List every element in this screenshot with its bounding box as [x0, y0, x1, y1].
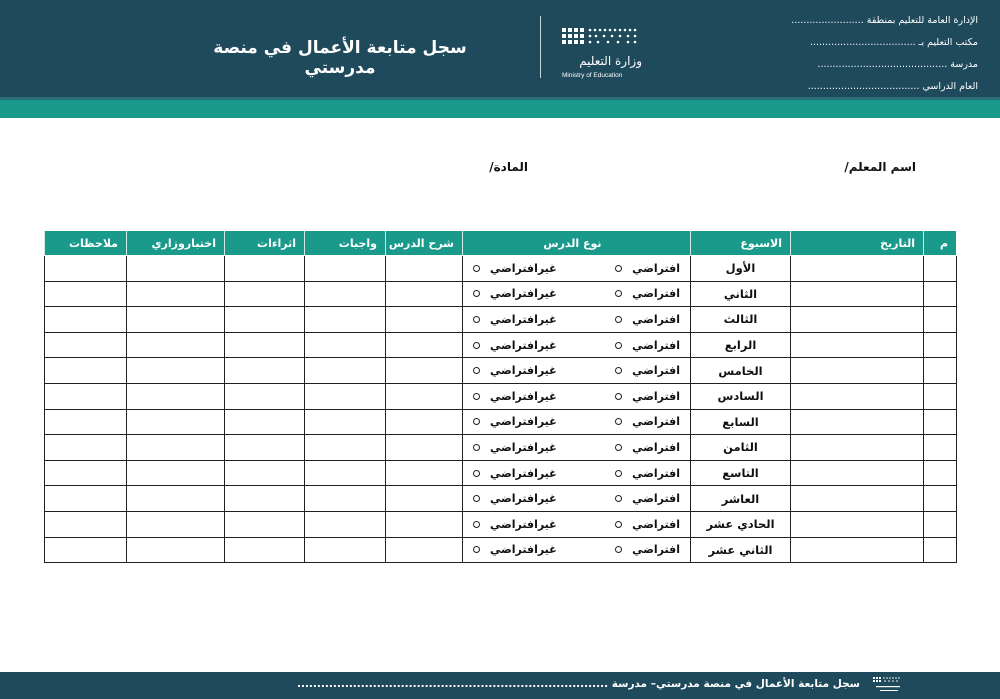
cell-homework[interactable]	[305, 511, 386, 537]
radio-virtual-icon[interactable]	[615, 495, 622, 502]
cell-num[interactable]	[924, 537, 957, 563]
cell-homework[interactable]	[305, 486, 386, 512]
table-row	[45, 537, 957, 563]
option-virtual[interactable]	[615, 467, 680, 480]
option-virtual[interactable]	[615, 441, 680, 454]
cell-week: الخامس	[691, 358, 791, 384]
teacher-name-field[interactable]: اسم المعلم/	[844, 160, 916, 174]
header-stripe	[0, 100, 1000, 118]
cell-notes[interactable]	[45, 332, 127, 358]
footer-text: سجل متابعة الأعمال في منصة مدرستي– مدرسة ..............................................................................	[296, 678, 860, 690]
ministry-logo-icon	[560, 26, 638, 48]
cell-homework[interactable]	[305, 537, 386, 563]
footer-bar	[0, 672, 1000, 699]
cell-week: الثامن	[691, 435, 791, 461]
cell-homework[interactable]	[305, 409, 386, 435]
cell-enrich[interactable]	[225, 460, 305, 486]
cell-notes[interactable]	[45, 409, 127, 435]
cell-num[interactable]	[924, 256, 957, 282]
table-row	[45, 486, 957, 512]
cell-enrich[interactable]	[225, 358, 305, 384]
radio-nonvirtual-icon[interactable]	[473, 521, 480, 528]
cell-homework[interactable]	[305, 358, 386, 384]
cell-notes[interactable]	[45, 383, 127, 409]
option-nonvirtual-label: غيرافتراضي	[490, 338, 557, 352]
cell-week: العاشر	[691, 486, 791, 512]
cell-homework[interactable]	[305, 383, 386, 409]
radio-virtual-icon[interactable]	[615, 342, 622, 349]
cell-homework[interactable]	[305, 256, 386, 282]
option-nonvirtual[interactable]	[473, 518, 557, 531]
cell-enrich[interactable]	[225, 486, 305, 512]
option-nonvirtual-label: غيرافتراضي	[490, 261, 557, 275]
cell-date[interactable]	[791, 281, 924, 307]
tracking-table	[44, 230, 957, 563]
option-virtual-label: افتراضي	[632, 312, 680, 326]
cell-explain[interactable]	[386, 435, 463, 461]
cell-date[interactable]	[791, 256, 924, 282]
ministry-logo-english: Ministry of Education	[562, 72, 623, 79]
cell-test[interactable]	[127, 307, 225, 333]
radio-virtual-icon[interactable]	[615, 367, 622, 374]
cell-lesson-type	[463, 511, 691, 537]
radio-virtual-icon[interactable]	[615, 546, 622, 553]
info-line-region: الإدارة العامة للتعليم بمنطقة ........................	[791, 15, 978, 26]
option-virtual-label: افتراضي	[632, 517, 680, 531]
cell-explain[interactable]	[386, 486, 463, 512]
cell-test[interactable]	[127, 460, 225, 486]
info-line-office: مكتب التعليم بـ ...................................	[809, 37, 978, 48]
option-virtual-label: افتراضي	[632, 543, 680, 557]
cell-num[interactable]	[924, 358, 957, 384]
radio-nonvirtual-icon[interactable]	[473, 316, 480, 323]
option-virtual-label: افتراضي	[632, 338, 680, 352]
header-test: اختباروزاري	[127, 231, 225, 256]
cell-week: الثاني	[691, 281, 791, 307]
radio-virtual-icon[interactable]	[615, 265, 622, 272]
option-nonvirtual-label: غيرافتراضي	[490, 415, 557, 429]
info-line-year: العام الدراسي .....................................	[807, 81, 978, 92]
cell-explain[interactable]	[386, 358, 463, 384]
cell-date[interactable]	[791, 383, 924, 409]
header-week: الاسبوع	[691, 231, 791, 256]
footer-logo-icon	[872, 675, 902, 695]
cell-lesson-type	[463, 256, 691, 282]
header-divider	[540, 16, 541, 78]
option-virtual[interactable]	[615, 415, 680, 428]
radio-nonvirtual-icon[interactable]	[473, 342, 480, 349]
cell-notes[interactable]	[45, 358, 127, 384]
cell-enrich[interactable]	[225, 409, 305, 435]
cell-week: التاسع	[691, 460, 791, 486]
header-lesson-type: نوع الدرس	[463, 231, 691, 256]
ministry-logo	[560, 26, 644, 82]
table-header-row	[45, 231, 957, 256]
table-row	[45, 358, 957, 384]
cell-lesson-type	[463, 281, 691, 307]
cell-enrich[interactable]	[225, 435, 305, 461]
option-virtual-label: افتراضي	[632, 287, 680, 301]
cell-homework[interactable]	[305, 281, 386, 307]
table-row	[45, 332, 957, 358]
radio-nonvirtual-icon[interactable]	[473, 470, 480, 477]
table-row	[45, 256, 957, 282]
radio-nonvirtual-icon[interactable]	[473, 367, 480, 374]
radio-virtual-icon[interactable]	[615, 470, 622, 477]
option-virtual-label: افتراضي	[632, 389, 680, 403]
option-nonvirtual-label: غيرافتراضي	[490, 364, 557, 378]
table-row	[45, 281, 957, 307]
cell-test[interactable]	[127, 332, 225, 358]
radio-virtual-icon[interactable]	[615, 393, 622, 400]
cell-explain[interactable]	[386, 537, 463, 563]
cell-explain[interactable]	[386, 307, 463, 333]
cell-lesson-type	[463, 358, 691, 384]
cell-week: السابع	[691, 409, 791, 435]
header-num: م	[924, 231, 957, 256]
option-nonvirtual-label: غيرافتراضي	[490, 517, 557, 531]
option-nonvirtual[interactable]	[473, 390, 557, 403]
option-nonvirtual[interactable]	[473, 441, 557, 454]
cell-notes[interactable]	[45, 281, 127, 307]
option-nonvirtual[interactable]	[473, 364, 557, 377]
cell-num[interactable]	[924, 383, 957, 409]
option-virtual[interactable]	[615, 492, 680, 505]
cell-enrich[interactable]	[225, 537, 305, 563]
header-enrich: اثراءات	[225, 231, 305, 256]
cell-test[interactable]	[127, 409, 225, 435]
option-virtual[interactable]	[615, 313, 680, 326]
cell-notes[interactable]	[45, 537, 127, 563]
option-nonvirtual-label: غيرافتراضي	[490, 543, 557, 557]
radio-virtual-icon[interactable]	[615, 418, 622, 425]
option-virtual[interactable]	[615, 390, 680, 403]
cell-explain[interactable]	[386, 332, 463, 358]
cell-num[interactable]	[924, 435, 957, 461]
option-virtual[interactable]	[615, 287, 680, 300]
cell-notes[interactable]	[45, 256, 127, 282]
page-title: سجل متابعة الأعمال في منصة مدرستي	[213, 38, 467, 78]
cell-homework[interactable]	[305, 460, 386, 486]
cell-enrich[interactable]	[225, 307, 305, 333]
school-info-block	[758, 10, 978, 98]
table-row	[45, 511, 957, 537]
cell-date[interactable]	[791, 435, 924, 461]
option-nonvirtual[interactable]	[473, 313, 557, 326]
option-nonvirtual-label: غيرافتراضي	[490, 492, 557, 506]
cell-homework[interactable]	[305, 332, 386, 358]
cell-test[interactable]	[127, 358, 225, 384]
table-row	[45, 460, 957, 486]
cell-enrich[interactable]	[225, 256, 305, 282]
cell-week: الحادي عشر	[691, 511, 791, 537]
subject-field[interactable]: المادة/	[489, 160, 528, 174]
radio-nonvirtual-icon[interactable]	[473, 444, 480, 451]
option-virtual[interactable]	[615, 518, 680, 531]
option-nonvirtual[interactable]	[473, 543, 557, 556]
cell-test[interactable]	[127, 435, 225, 461]
cell-lesson-type	[463, 307, 691, 333]
cell-enrich[interactable]	[225, 383, 305, 409]
cell-notes[interactable]	[45, 435, 127, 461]
option-nonvirtual[interactable]	[473, 339, 557, 352]
radio-virtual-icon[interactable]	[615, 316, 622, 323]
cell-test[interactable]	[127, 511, 225, 537]
cell-explain[interactable]	[386, 256, 463, 282]
cell-enrich[interactable]	[225, 332, 305, 358]
cell-week: السادس	[691, 383, 791, 409]
cell-explain[interactable]	[386, 460, 463, 486]
cell-test[interactable]	[127, 537, 225, 563]
cell-week: الثالث	[691, 307, 791, 333]
option-nonvirtual[interactable]	[473, 415, 557, 428]
cell-num[interactable]	[924, 409, 957, 435]
cell-week: الأول	[691, 256, 791, 282]
cell-week: الرابع	[691, 332, 791, 358]
cell-num[interactable]	[924, 332, 957, 358]
option-nonvirtual[interactable]	[473, 262, 557, 275]
radio-nonvirtual-icon[interactable]	[473, 495, 480, 502]
option-virtual[interactable]	[615, 364, 680, 377]
cell-lesson-type	[463, 409, 691, 435]
radio-nonvirtual-icon[interactable]	[473, 290, 480, 297]
info-line-school: مدرسة ...........................................	[817, 59, 978, 70]
cell-test[interactable]	[127, 486, 225, 512]
cell-lesson-type	[463, 435, 691, 461]
option-nonvirtual[interactable]	[473, 492, 557, 505]
option-virtual[interactable]	[615, 543, 680, 556]
ministry-logo-arabic: وزارة التعليم	[579, 54, 642, 68]
option-nonvirtual-label: غيرافتراضي	[490, 440, 557, 454]
radio-nonvirtual-icon[interactable]	[473, 546, 480, 553]
option-nonvirtual-label: غيرافتراضي	[490, 312, 557, 326]
cell-date[interactable]	[791, 460, 924, 486]
cell-lesson-type	[463, 486, 691, 512]
cell-num[interactable]	[924, 281, 957, 307]
cell-notes[interactable]	[45, 460, 127, 486]
option-virtual-label: افتراضي	[632, 440, 680, 454]
cell-lesson-type	[463, 537, 691, 563]
header-notes: ملاحظات	[45, 231, 127, 256]
header-explain: شرح الدرس	[386, 231, 463, 256]
radio-nonvirtual-icon[interactable]	[473, 265, 480, 272]
radio-virtual-icon[interactable]	[615, 521, 622, 528]
cell-enrich[interactable]	[225, 511, 305, 537]
option-virtual-label: افتراضي	[632, 415, 680, 429]
cell-date[interactable]	[791, 332, 924, 358]
option-virtual-label: افتراضي	[632, 492, 680, 506]
cell-explain[interactable]	[386, 511, 463, 537]
radio-nonvirtual-icon[interactable]	[473, 393, 480, 400]
cell-date[interactable]	[791, 307, 924, 333]
cell-explain[interactable]	[386, 383, 463, 409]
cell-test[interactable]	[127, 281, 225, 307]
cell-date[interactable]	[791, 511, 924, 537]
cell-week: الثاني عشر	[691, 537, 791, 563]
cell-num[interactable]	[924, 511, 957, 537]
table-row	[45, 307, 957, 333]
cell-test[interactable]	[127, 256, 225, 282]
table-row	[45, 435, 957, 461]
option-virtual-label: افتراضي	[632, 466, 680, 480]
header-date: التاريخ	[791, 231, 924, 256]
cell-date[interactable]	[791, 409, 924, 435]
radio-virtual-icon[interactable]	[615, 290, 622, 297]
table-row	[45, 409, 957, 435]
option-nonvirtual-label: غيرافتراضي	[490, 389, 557, 403]
cell-date[interactable]	[791, 537, 924, 563]
cell-lesson-type	[463, 383, 691, 409]
cell-notes[interactable]	[45, 511, 127, 537]
cell-date[interactable]	[791, 486, 924, 512]
cell-enrich[interactable]	[225, 281, 305, 307]
radio-nonvirtual-icon[interactable]	[473, 418, 480, 425]
option-nonvirtual-label: غيرافتراضي	[490, 466, 557, 480]
option-virtual[interactable]	[615, 339, 680, 352]
option-nonvirtual[interactable]	[473, 467, 557, 480]
cell-explain[interactable]	[386, 409, 463, 435]
cell-notes[interactable]	[45, 307, 127, 333]
cell-explain[interactable]	[386, 281, 463, 307]
cell-notes[interactable]	[45, 486, 127, 512]
option-virtual-label: افتراضي	[632, 261, 680, 275]
cell-lesson-type	[463, 460, 691, 486]
cell-lesson-type	[463, 332, 691, 358]
cell-homework[interactable]	[305, 307, 386, 333]
option-virtual-label: افتراضي	[632, 364, 680, 378]
table-row	[45, 383, 957, 409]
option-nonvirtual-label: غيرافتراضي	[490, 287, 557, 301]
cell-num[interactable]	[924, 460, 957, 486]
option-nonvirtual[interactable]	[473, 287, 557, 300]
cell-date[interactable]	[791, 358, 924, 384]
table-body	[45, 256, 957, 563]
cell-test[interactable]	[127, 383, 225, 409]
cell-num[interactable]	[924, 307, 957, 333]
cell-homework[interactable]	[305, 435, 386, 461]
option-virtual[interactable]	[615, 262, 680, 275]
header-homework: واجبات	[305, 231, 386, 256]
radio-virtual-icon[interactable]	[615, 444, 622, 451]
cell-num[interactable]	[924, 486, 957, 512]
